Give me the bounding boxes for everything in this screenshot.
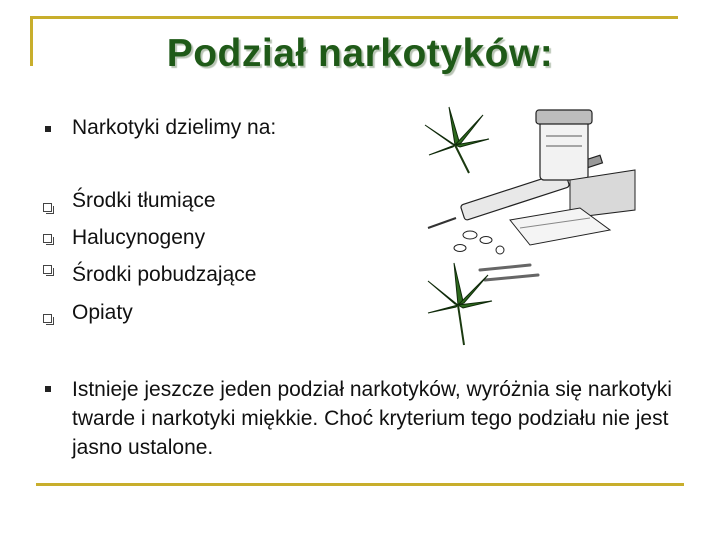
checkbox-bullet-icon [43,203,52,212]
frame-top-line [30,16,678,19]
slide-title: Podział narkotyków: [166,32,554,75]
checkbox-bullet-icon [43,314,52,323]
intro-text: Narkotyki dzielimy na: [72,116,277,139]
square-bullet-icon [45,386,51,392]
square-bullet-icon [45,126,51,132]
category-item: Środki pobudzające [72,263,257,286]
category-item: Halucynogeny [72,226,206,249]
checkbox-bullet-icon [43,234,52,243]
note-paragraph: Istnieje jeszcze jeden podział narkotyków, wyróżnia się narkotyki twarde i narkotyki miękkie. Choć kryterium tego podziału nie jest jasno ustalone. [72,378,672,459]
frame-bottom-line [36,483,684,486]
category-item: Środki tłumiące [72,189,216,212]
category-item: Opiaty [72,301,133,324]
checkbox-bullet-icon [43,265,52,274]
drugs-illustration-icon [420,100,640,355]
